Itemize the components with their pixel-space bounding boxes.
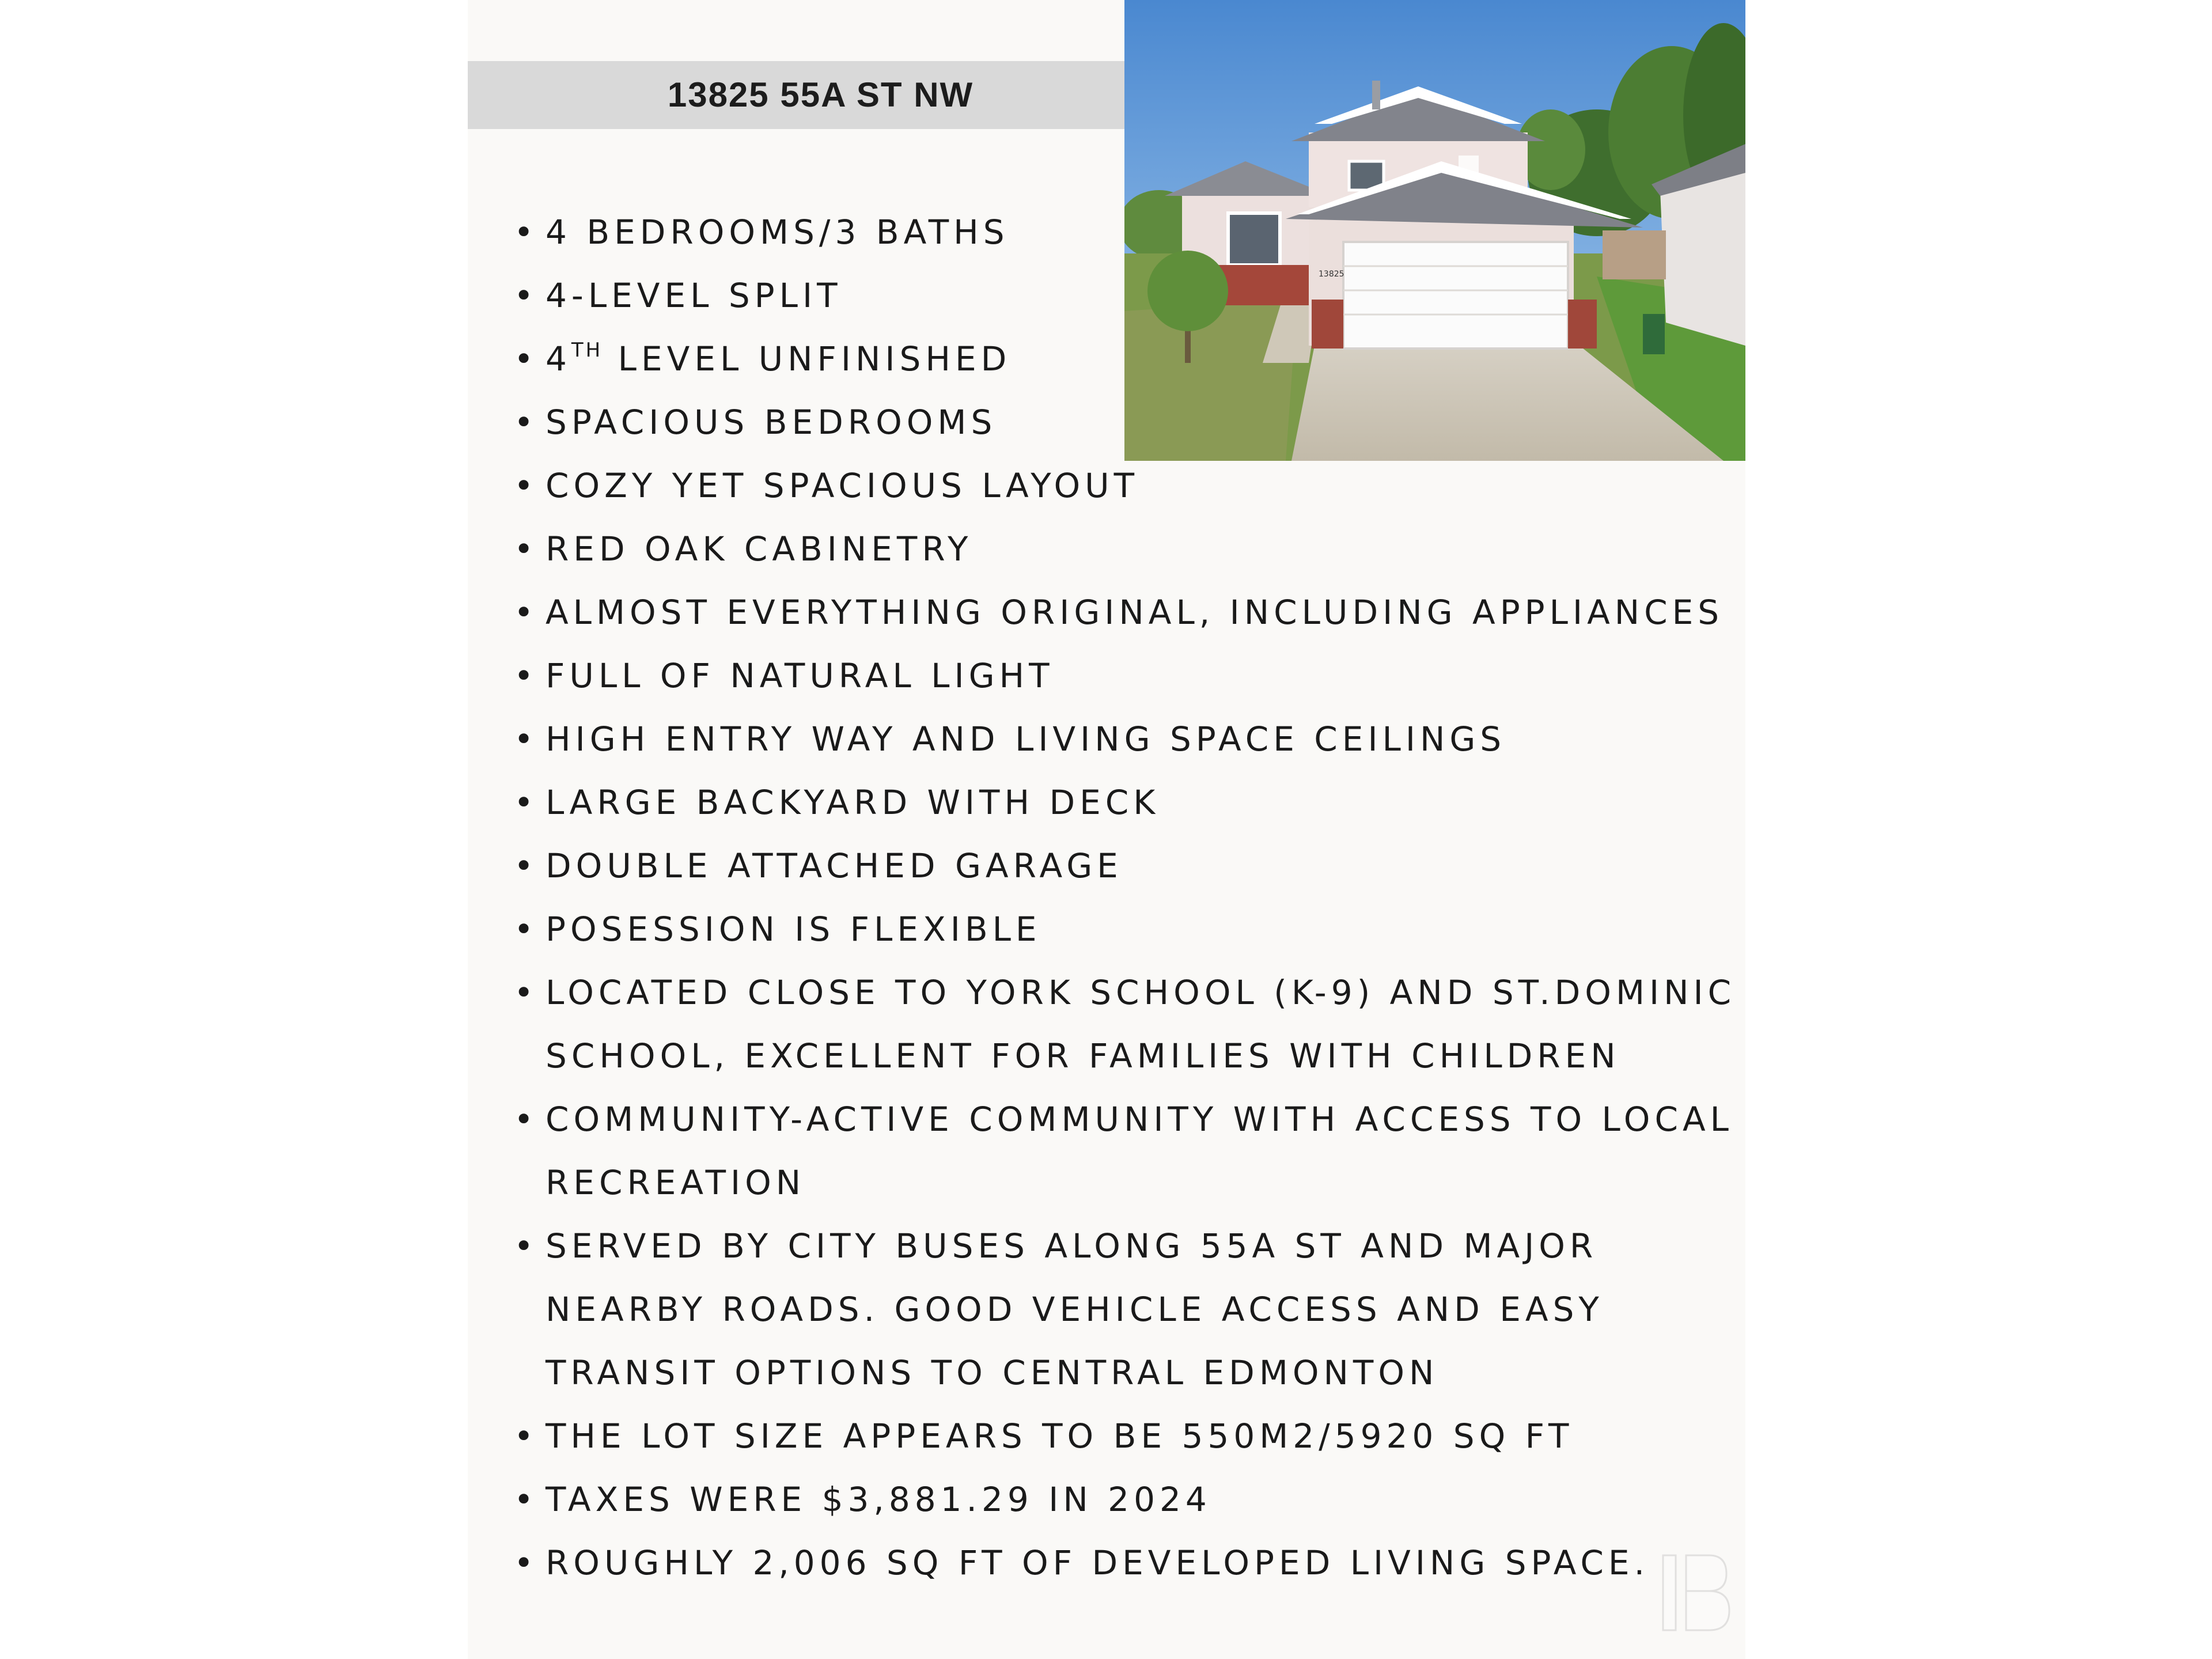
list-item xyxy=(514,961,1741,1088)
feature-text: SPACIOUS BEDROOMS xyxy=(546,403,997,442)
feature-text: FULL OF NATURAL LIGHT xyxy=(546,656,1054,695)
feature-text: SERVED BY CITY BUSES ALONG 55A ST AND MAJOR NEARBY ROADS. GOOD VEHICLE ACCESS AND EASY TRANSIT OPTIONS TO CENTRAL EDMONTON xyxy=(546,1226,1604,1392)
list-item xyxy=(514,454,1741,517)
list-item xyxy=(514,1214,1741,1404)
list-item xyxy=(514,200,1741,264)
feature-text: HIGH ENTRY WAY AND LIVING SPACE CEILINGS xyxy=(546,719,1506,759)
list-item xyxy=(514,1468,1741,1531)
list-item xyxy=(514,834,1741,897)
feature-text: 4-LEVEL SPLIT xyxy=(546,276,842,315)
property-address: 13825 55A ST NW xyxy=(667,75,974,114)
list-item xyxy=(514,327,1741,391)
feature-text: POSESSION IS FLEXIBLE xyxy=(546,910,1041,949)
feature-text: LARGE BACKYARD WITH DECK xyxy=(546,783,1160,822)
house-number-plate: 13825 xyxy=(1319,270,1344,279)
list-item xyxy=(514,1088,1741,1214)
list-item xyxy=(514,644,1741,707)
list-item xyxy=(514,1404,1741,1468)
feature-text: TAXES WERE $3,881.29 IN 2024 xyxy=(546,1480,1211,1519)
list-item xyxy=(514,391,1741,454)
feature-text: ALMOST EVERYTHING ORIGINAL, INCLUDING APPLIANCES xyxy=(546,593,1724,632)
listing-sheet xyxy=(468,0,1745,1659)
feature-text: LOCATED CLOSE TO YORK SCHOOL (K-9) AND ST.DOMINIC SCHOOL, EXCELLENT FOR FAMILIES WITH CHILDREN xyxy=(546,973,1736,1075)
list-item xyxy=(514,517,1741,581)
list-item xyxy=(514,707,1741,771)
list-item xyxy=(514,581,1741,644)
list-item xyxy=(514,264,1741,327)
feature-text: DOUBLE ATTACHED GARAGE xyxy=(546,846,1123,885)
feature-text: COMMUNITY-ACTIVE COMMUNITY WITH ACCESS TO LOCAL RECREATION xyxy=(546,1100,1733,1202)
feature-text: ROUGHLY 2,006 SQ FT OF DEVELOPED LIVING SPACE. xyxy=(546,1543,1650,1582)
feature-text: RED OAK CABINETRY xyxy=(546,529,973,569)
feature-text: LEVEL UNFINISHED xyxy=(603,339,1012,378)
feature-text: COZY YET SPACIOUS LAYOUT xyxy=(546,466,1139,505)
list-item xyxy=(514,897,1741,961)
feature-list xyxy=(514,200,1741,1594)
feature-text: 4 BEDROOMS/3 BATHS xyxy=(546,213,1009,252)
realtor-watermark-icon xyxy=(1652,1550,1738,1636)
feature-text: THE LOT SIZE APPEARS TO BE 550M2/5920 SQ FT xyxy=(546,1416,1574,1456)
list-item xyxy=(514,771,1741,834)
ordinal-superscript: TH xyxy=(571,339,603,362)
feature-number: 4 xyxy=(546,339,571,378)
list-item xyxy=(514,1531,1741,1594)
